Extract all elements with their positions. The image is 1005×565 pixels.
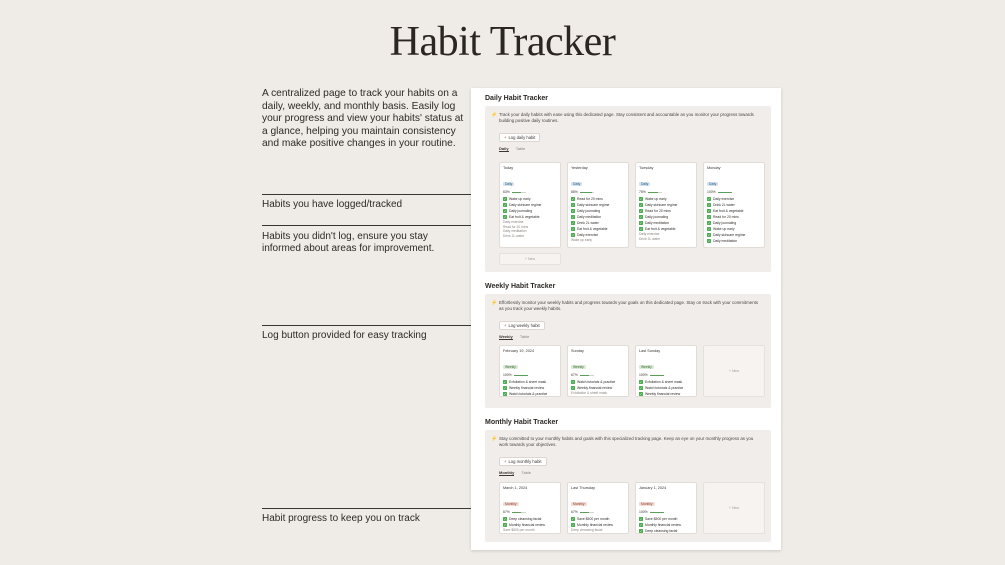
- completed-habit: [503, 391, 557, 397]
- frequency-badge: Monthly: [573, 502, 585, 506]
- checkbox-checked-icon: ✓: [707, 203, 711, 208]
- daily-panel: [485, 106, 771, 272]
- checkbox-checked-icon: ✓: [571, 233, 575, 238]
- frequency-badge: Monthly: [641, 502, 653, 506]
- progress-bar-fill: [512, 192, 521, 193]
- card-title: Today: [503, 166, 514, 170]
- progress-bar-fill: [580, 192, 592, 193]
- checkbox-checked-icon: ✓: [503, 215, 507, 220]
- progress-indicator: [639, 373, 693, 377]
- habit-card[interactable]: [567, 482, 629, 534]
- monthly-view-tabs: [499, 470, 537, 478]
- progress-indicator: [639, 510, 693, 514]
- habit-label: Weekly financial review: [577, 386, 613, 390]
- checkbox-checked-icon: ✓: [571, 227, 575, 232]
- pending-habit: Exfoliation & sheet mask: [571, 391, 608, 395]
- checkbox-checked-icon: ✓: [503, 517, 507, 522]
- daily-new-card-button[interactable]: + New: [499, 253, 561, 265]
- tab-monthly[interactable]: Monthly: [499, 470, 515, 475]
- monthly-new-card-button[interactable]: + New: [703, 482, 765, 534]
- habit-label: Exfoliation & sheet mask: [509, 380, 547, 384]
- progress-indicator: [639, 190, 693, 194]
- weekly-view-tabs: [499, 334, 535, 342]
- habit-label: Drink 2L water: [577, 221, 599, 225]
- pending-habit: Drink 2L water: [639, 236, 661, 241]
- progress-indicator: [503, 510, 557, 514]
- completed-habit: [639, 391, 693, 397]
- habit-label: Eat fruit & vegetable: [645, 227, 676, 231]
- progress-bar-fill: [580, 512, 589, 513]
- habit-label: Save $500 per month: [645, 517, 678, 521]
- checkbox-checked-icon: ✓: [707, 221, 711, 226]
- weekly-intro: ⚡ Effortlessly monitor your weekly habits and progress towards your goals on this dedicated page. Stay on track with your commitments as you track your weekly habits.: [491, 300, 759, 311]
- checkbox-checked-icon: ✓: [503, 203, 507, 208]
- habit-label: Eat fruit & vegetable: [713, 209, 744, 213]
- checkbox-checked-icon: ✓: [639, 386, 643, 391]
- progress-bar: [718, 192, 732, 193]
- habit-label: Daily meditation: [645, 221, 670, 225]
- description-text: A centralized page to track your habits on a daily, weekly, and monthly basis. Easily log your progress and view your habits' status at a glance, helping you maintain consistency and make positive changes in your routine.: [262, 88, 464, 149]
- habit-label: Daily skincare regime: [713, 233, 746, 237]
- log-daily-habit-button[interactable]: + Log daily habit: [499, 133, 540, 142]
- card-title: Monday: [707, 166, 721, 170]
- progress-bar-fill: [650, 512, 664, 513]
- habit-label: Eat fruit & vegetable: [509, 215, 540, 219]
- progress-indicator: [571, 373, 625, 377]
- card-title: Sunday: [571, 349, 584, 353]
- checkbox-checked-icon: ✓: [639, 529, 643, 534]
- leader-line-progress: [262, 508, 488, 509]
- progress-bar: [650, 375, 664, 376]
- pending-habit: Deep cleansing facial: [571, 528, 603, 532]
- progress-bar-fill: [718, 192, 732, 193]
- habit-label: Monthly financial review: [509, 523, 545, 527]
- tab-table[interactable]: Table: [519, 334, 530, 339]
- log-weekly-habit-button[interactable]: + Log weekly habit: [499, 321, 545, 330]
- completed-habit: [707, 238, 761, 244]
- habit-label: Drink 2L water: [713, 203, 735, 207]
- checkbox-checked-icon: ✓: [639, 209, 643, 214]
- progress-bar-fill: [580, 375, 589, 376]
- checkbox-checked-icon: ✓: [503, 209, 507, 214]
- notion-page-preview: [471, 88, 781, 550]
- habit-label: Monthly financial review: [645, 523, 681, 527]
- card-title: February 19, 2024: [503, 349, 535, 353]
- checkbox-checked-icon: ✓: [707, 209, 711, 214]
- checkbox-checked-icon: ✓: [571, 197, 575, 202]
- checkbox-checked-icon: ✓: [571, 523, 575, 528]
- checkbox-checked-icon: ✓: [571, 517, 575, 522]
- checkbox-checked-icon: ✓: [707, 227, 711, 232]
- progress-bar: [580, 512, 594, 513]
- habit-label: Daily exercise: [577, 233, 599, 237]
- leader-line-log-button: [262, 325, 488, 326]
- habit-card[interactable]: [635, 482, 697, 534]
- card-title: Last Sunday: [639, 349, 661, 353]
- card-title: Last Thursday: [571, 486, 595, 490]
- frequency-badge: Weekly: [641, 365, 652, 369]
- monthly-intro: ⚡ Stay committed to your monthly habits and goals with this specialized tracking page. Keep an eye on your monthly progress as you work towards your objectives.: [491, 436, 754, 447]
- lightning-icon: ⚡: [491, 112, 498, 118]
- habit-label: Monthly financial review: [577, 523, 613, 527]
- weekly-panel: [485, 294, 771, 408]
- progress-indicator: [571, 510, 625, 514]
- habit-label: Wake up early: [713, 227, 735, 231]
- tab-table[interactable]: Table: [521, 470, 532, 475]
- progress-percent: 100%: [503, 373, 512, 377]
- plus-icon: +: [504, 323, 507, 328]
- checkbox-checked-icon: ✓: [571, 380, 575, 385]
- checkbox-checked-icon: ✓: [639, 221, 643, 226]
- progress-bar-fill: [512, 512, 521, 513]
- habit-label: Daily skincare regime: [577, 203, 610, 207]
- card-title: March 1, 2024: [503, 486, 528, 490]
- habit-label: Deep cleansing facial: [509, 517, 542, 521]
- progress-percent: 63%: [503, 190, 510, 194]
- checkbox-checked-icon: ✓: [639, 203, 643, 208]
- checkbox-checked-icon: ✓: [639, 215, 643, 220]
- habit-card[interactable]: [499, 482, 561, 534]
- habit-label: Read for 20 mins: [713, 215, 739, 219]
- pending-habit: Drink 2L water: [503, 233, 525, 238]
- habit-label: Daily exercise: [713, 197, 735, 201]
- progress-percent: 75%: [639, 190, 646, 194]
- habit-label: Weekly financial review: [645, 392, 681, 396]
- habit-label: Daily skincare regime: [645, 203, 678, 207]
- callout-progress: Habit progress to keep you on track: [262, 513, 420, 524]
- frequency-badge: Daily: [709, 182, 717, 186]
- log-monthly-habit-button[interactable]: + Log monthly habit: [499, 457, 547, 466]
- progress-percent: 67%: [571, 373, 578, 377]
- frequency-badge: Weekly: [505, 365, 516, 369]
- progress-bar-fill: [648, 192, 659, 193]
- checkbox-checked-icon: ✓: [707, 197, 711, 202]
- checkbox-checked-icon: ✓: [571, 386, 575, 391]
- progress-percent: 88%: [571, 190, 578, 194]
- lightning-icon: ⚡: [491, 436, 498, 442]
- daily-view-tabs: [499, 146, 531, 154]
- habit-label: Save $500 per month: [577, 517, 610, 521]
- habit-label: Exfoliation & sheet mask: [645, 380, 683, 384]
- progress-bar-fill: [650, 375, 664, 376]
- progress-percent: 67%: [571, 510, 578, 514]
- card-title: Tuesday: [639, 166, 654, 170]
- pending-habit: Daily exercise: [639, 232, 660, 236]
- checkbox-checked-icon: ✓: [503, 392, 507, 397]
- checkbox-checked-icon: ✓: [571, 203, 575, 208]
- habit-label: Daily journaling: [713, 221, 737, 225]
- callout-logged: Habits you have logged/tracked: [262, 199, 403, 210]
- progress-indicator: [707, 190, 761, 194]
- habit-card[interactable]: [635, 162, 697, 248]
- card-title: Yesterday: [571, 166, 588, 170]
- daily-heading: Daily Habit Tracker: [485, 95, 549, 102]
- pending-habit: Daily exercise: [503, 220, 524, 224]
- leader-line-not-logged: [262, 225, 488, 226]
- weekly-new-card-button[interactable]: + New: [703, 345, 765, 397]
- habit-card[interactable]: [635, 345, 697, 397]
- frequency-badge: Daily: [573, 182, 581, 186]
- habit-label: Read for 20 mins: [577, 197, 603, 201]
- progress-bar: [650, 512, 664, 513]
- progress-bar-fill: [514, 375, 528, 376]
- lightning-icon: ⚡: [491, 300, 498, 306]
- habit-card[interactable]: [499, 345, 561, 397]
- progress-bar: [512, 512, 526, 513]
- habit-label: Read for 20 mins: [645, 209, 671, 213]
- checkbox-checked-icon: ✓: [571, 221, 575, 226]
- progress-indicator: [503, 190, 557, 194]
- habit-label: Daily meditation: [713, 239, 738, 243]
- habit-label: Watch tutorials & practice: [577, 380, 616, 384]
- monthly-heading: Monthly Habit Tracker: [485, 419, 559, 426]
- checkbox-checked-icon: ✓: [639, 523, 643, 528]
- habit-label: Wake up early: [509, 197, 531, 201]
- checkbox-checked-icon: ✓: [639, 227, 643, 232]
- tab-table[interactable]: Table: [515, 146, 526, 151]
- habit-label: Daily meditation: [577, 215, 602, 219]
- progress-bar: [580, 375, 594, 376]
- frequency-badge: Daily: [641, 182, 649, 186]
- habit-label: Wake up early: [645, 197, 667, 201]
- progress-indicator: [503, 373, 557, 377]
- habit-card[interactable]: [703, 162, 765, 248]
- checkbox-checked-icon: ✓: [707, 233, 711, 238]
- habit-label: Daily journaling: [645, 215, 669, 219]
- checkbox-checked-icon: ✓: [639, 380, 643, 385]
- checkbox-checked-icon: ✓: [571, 209, 575, 214]
- checkbox-checked-icon: ✓: [571, 215, 575, 220]
- tab-weekly[interactable]: Weekly: [499, 334, 513, 339]
- callout-not-logged: Habits you didn't log, ensure you stay informed about areas for improvement.: [262, 231, 435, 254]
- frequency-badge: Weekly: [573, 365, 584, 369]
- checkbox-checked-icon: ✓: [639, 517, 643, 522]
- checkbox-checked-icon: ✓: [707, 215, 711, 220]
- checkbox-checked-icon: ✓: [707, 239, 711, 244]
- checkbox-checked-icon: ✓: [503, 197, 507, 202]
- progress-bar: [514, 375, 528, 376]
- progress-percent: 100%: [639, 373, 648, 377]
- frequency-badge: Monthly: [505, 502, 517, 506]
- habit-label: Eat fruit & vegetable: [577, 227, 608, 231]
- habit-label: Weekly financial review: [509, 386, 545, 390]
- leader-line-logged: [262, 194, 488, 195]
- monthly-panel: [485, 430, 771, 542]
- card-title: January 1, 2024: [639, 486, 667, 490]
- progress-percent: 67%: [503, 510, 510, 514]
- habit-card[interactable]: [567, 345, 629, 397]
- pending-habit: Daily meditation: [503, 229, 527, 233]
- habit-label: Watch tutorials & practice: [509, 392, 548, 396]
- checkbox-checked-icon: ✓: [639, 197, 643, 202]
- checkbox-checked-icon: ✓: [503, 380, 507, 385]
- progress-indicator: [571, 190, 625, 194]
- checkbox-checked-icon: ✓: [639, 392, 643, 397]
- progress-percent: 100%: [639, 510, 648, 514]
- habit-card[interactable]: [567, 162, 629, 248]
- progress-bar: [512, 192, 526, 193]
- page-title: Habit Tracker: [389, 19, 616, 65]
- completed-habit: [639, 528, 693, 534]
- plus-icon: +: [504, 459, 507, 464]
- habit-label: Daily journaling: [577, 209, 601, 213]
- frequency-badge: Daily: [505, 182, 513, 186]
- daily-intro: ⚡ Track your daily habits with ease using this dedicated page. Stay consistent and accountable as you monitor your progress towards building positive daily routines.: [491, 112, 754, 123]
- habit-label: Daily journaling: [509, 209, 533, 213]
- weekly-heading: Weekly Habit Tracker: [485, 283, 556, 290]
- checkbox-checked-icon: ✓: [503, 523, 507, 528]
- progress-percent: 100%: [707, 190, 716, 194]
- checkbox-checked-icon: ✓: [503, 386, 507, 391]
- progress-bar: [648, 192, 662, 193]
- pending-habit: Read for 20 mins: [503, 224, 529, 229]
- habit-label: Watch tutorials & practice: [645, 386, 684, 390]
- habit-label: Daily skincare regime: [509, 203, 542, 207]
- plus-icon: +: [504, 135, 507, 140]
- habit-label: Deep cleansing facial: [645, 529, 678, 533]
- habit-card[interactable]: [499, 162, 561, 248]
- pending-habit: Wake up early: [571, 238, 592, 242]
- tab-daily[interactable]: Daily: [499, 146, 509, 151]
- progress-bar: [580, 192, 594, 193]
- callout-log-button: Log button provided for easy tracking: [262, 330, 427, 341]
- pending-habit: Save $500 per month: [503, 528, 535, 532]
